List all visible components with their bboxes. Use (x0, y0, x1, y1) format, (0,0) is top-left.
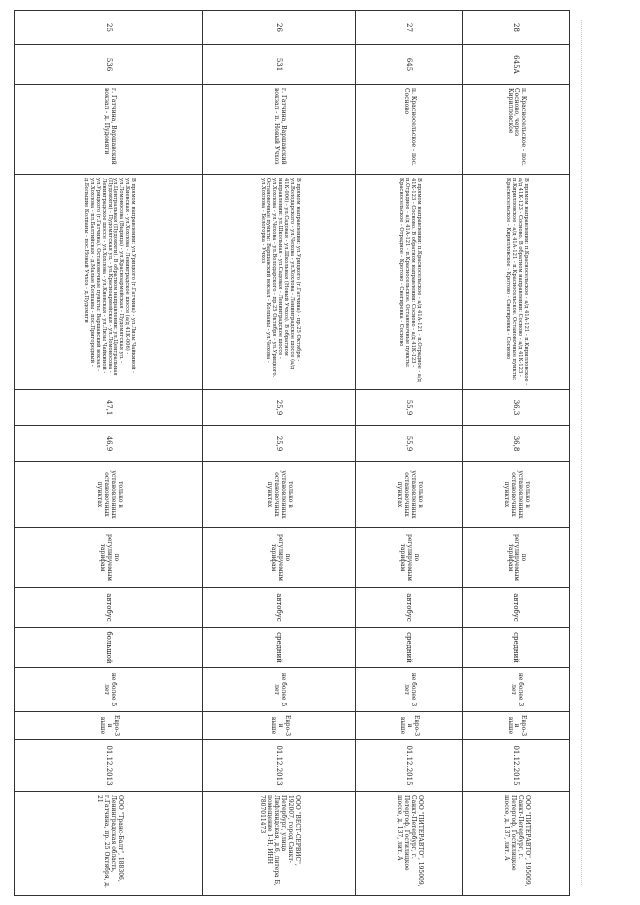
carrier-info: ООО "ПИТЕРАВТО", 195009, Санкт-Петербург, г. Петергоф, Гостилицкое шоссе, д. 137, лит. А (462, 792, 569, 896)
route-length-forward: 47,1 (15, 390, 203, 426)
stop-procedure: только в установленных остановочных пунктах (203, 462, 355, 528)
tariff-type: по регулируемым тарифам (15, 528, 203, 588)
carrier-info: ООО "ПИТЕРАВТО", 195009, Санкт-Петербург, г. Петергоф, Гостилицкое шоссе, д. 137, лит. А (355, 792, 462, 896)
tariff-type: по регулируемым тарифам (355, 528, 462, 588)
start-date: 01.12.2015 (355, 740, 462, 792)
table-row (15, 11, 203, 896)
row-number: 26 (203, 11, 355, 45)
row-number: 25 (15, 11, 203, 45)
route-path: В прямом направлении: ул.Урицкого (г.Гатчина) - ул.Лизы Чайкиной - ул.Киевская - ул.Хохлова - Ленинградское шоссе (а/д 41К-006) - ул.Ломоносова (Вырица) - ул.Красноармейская - Пудомягская ул. - ул.Центральная (Пудомяги). В обратном направлении: ул.Центральная (Пудомяги) - Пудомягская ул. - ул.Красноармейская - ул.Ломоносова - Ленинградское шоссе - ул.Хохлова - ул.Киевская - ул.Лизы Чайкиной - ул.Урицкого (г.Гатчина). Остановочные пункты: Варшавский вокзал - ул.Хохлова - пл.Балтийская - д.Малые Колпаны - пос.Пригородный - д.Большие Колпаны - пос.Новый Учхоз - д.Пудомяги (15, 175, 203, 390)
route-length-back: 25,9 (203, 426, 355, 462)
row-number: 28 (462, 11, 569, 45)
vehicle-class: средний (203, 628, 355, 668)
vehicle-type: автобус (15, 588, 203, 628)
vehicle-age: не более 3 лет (462, 668, 569, 712)
stop-procedure: только в установленных остановочных пунктах (355, 462, 462, 528)
route-length-forward: 55,9 (355, 390, 462, 426)
route-name: г. Гатчина, Варшавский вокзал - д. Пудомяги (15, 85, 203, 175)
carrier-info: ООО "Транс-Балт", 188306, Ленинградская область, г.Гатчина, пр. 25 Октября, д. 21 (15, 792, 203, 896)
tariff-type: по регулируемым тарифам (203, 528, 355, 588)
eco-class: Евро-3 и выше (203, 712, 355, 740)
start-date: 01.12.2013 (15, 740, 203, 792)
eco-class: Евро-3 и выше (15, 712, 203, 740)
scan-edge-line (581, 20, 582, 885)
route-name: п. Красносельское - пос. Сосново, через Кирилловское (462, 85, 569, 175)
rotated-table-container (14, 10, 570, 895)
vehicle-class: средний (355, 628, 462, 668)
eco-class: Евро-3 и выше (355, 712, 462, 740)
route-name: г. Гатчина, Варшавский вокзал - п. Новый Учхоз (203, 85, 355, 175)
table-row (355, 11, 462, 896)
start-date: 01.12.2015 (462, 740, 569, 792)
route-reg-number: 645 (355, 45, 462, 85)
route-length-back: 36,8 (462, 426, 569, 462)
route-registry-table (14, 10, 570, 895)
route-reg-number: 536 (15, 45, 203, 85)
routes-table (14, 10, 570, 896)
vehicle-age: не более 5 лет (15, 668, 203, 712)
route-path: В прямом направлении: п.Красносельское - а/д 41А-121 - п.Кирилловское - а/д 41К-123 - Сосново. В обратном направлении: Сосново - а/д 41К-123 - п.Кирилловское - а/д 41А-121 - п.Красносельское. Остановочные пункты: Красносельское - Кирилловское - Кротово - Снегиревка - Сосново (462, 175, 569, 390)
vehicle-type: автобус (355, 588, 462, 628)
carrier-info: ООО "ВЕСТ-СЕРВИС", 192007, город Санкт-Петербург, улица Лифляндская, д.6, литера Б, помещение 1-Н, ИНН 7807011473 (203, 792, 355, 896)
row-number: 27 (355, 11, 462, 45)
stop-procedure: только в установленных остановочных пунктах (15, 462, 203, 528)
vehicle-age: не более 5 лет (203, 668, 355, 712)
vehicle-class: большой (15, 628, 203, 668)
route-length-forward: 25,9 (203, 390, 355, 426)
tariff-type: по регулируемым тарифам (462, 528, 569, 588)
route-length-back: 46,9 (15, 426, 203, 462)
start-date: 01.12.2013 (203, 740, 355, 792)
eco-class: Евро-3 и выше (462, 712, 569, 740)
route-path: В прямом направлении: ул.Урицкого (г.Гатчина) - пр.25 Октября - ул.Володарского - ул.Чехова - ул.Хохлова - Ленинградское шоссе (а/д 41К-006) - ул.Садовая - ул.Школьная (Новый Учхоз). В обратном направлении: ул.Школьная - ул.Садовая - Ленинградское шоссе - ул.Хохлова - ул.Чехова - ул.Володарского - пр.25 Октября - ул.Урицкого. Остановочные пункты: Варшавский вокзал - Колпаны - ул.Чехова - ул.Хохлова - Белогорка - Учхоз (203, 175, 355, 390)
route-path: В прямом направлении: п.Красносельское - а/д 41А-121 - п.Отрадное - а/д 41К-123 - Сосново. В обратном направлении: Сосново - а/д 41К-123 - п.Отрадное - а/д 41А-121 - п.Красносельское. Остановочные пункты: Красносельское - Отрадное - Кротово - Снегиревка - Сосново (355, 175, 462, 390)
route-length-forward: 36,3 (462, 390, 569, 426)
table-row (462, 11, 569, 896)
route-length-back: 55,9 (355, 426, 462, 462)
stop-procedure: только в установленных остановочных пунктах (462, 462, 569, 528)
table-row (203, 11, 355, 896)
route-reg-number: 645А (462, 45, 569, 85)
route-name: п. Красносельское - пос. Сосново (355, 85, 462, 175)
route-reg-number: 531 (203, 45, 355, 85)
vehicle-type: автобус (203, 588, 355, 628)
vehicle-class: средний (462, 628, 569, 668)
vehicle-age: не более 3 лет (355, 668, 462, 712)
vehicle-type: автобус (462, 588, 569, 628)
